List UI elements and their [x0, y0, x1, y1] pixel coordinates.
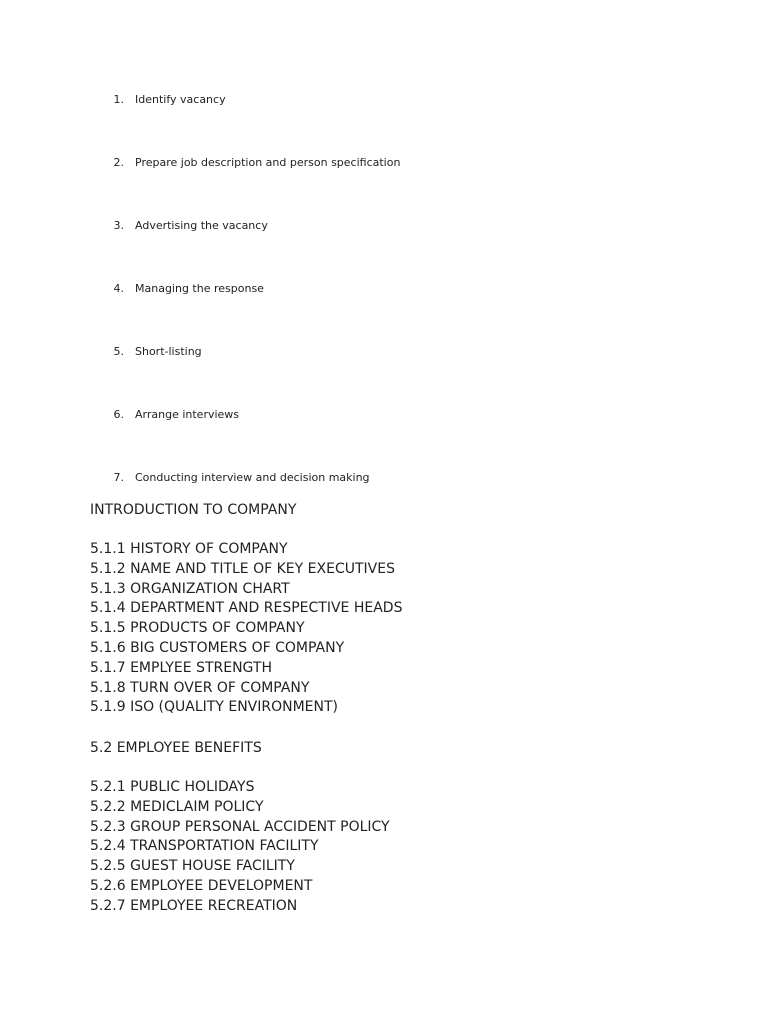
- list-item-text: Managing the response: [135, 282, 264, 295]
- section-item: 5.2.6 EMPLOYEE DEVELOPMENT: [90, 877, 313, 894]
- section-item: 5.2.3 GROUP PERSONAL ACCIDENT POLICY: [90, 818, 390, 835]
- list-item-number: 1.: [113, 93, 124, 106]
- company-section-list: [90, 540, 402, 718]
- section-item: 5.1.2 NAME AND TITLE OF KEY EXECUTIVES: [90, 560, 395, 577]
- list-item-number: 7.: [113, 471, 124, 484]
- section-item: 5.2.1 PUBLIC HOLIDAYS: [90, 779, 255, 795]
- section-item: 5.1.8 TURN OVER OF COMPANY: [90, 679, 310, 696]
- list-item-text: Arrange interviews: [135, 408, 240, 421]
- section-item: 5.2.2 MEDICLAIM POLICY: [90, 798, 264, 815]
- section-item: 5.1.4 DEPARTMENT AND RESPECTIVE HEADS: [90, 600, 403, 617]
- intro-heading: INTRODUCTION TO COMPANY: [90, 502, 297, 518]
- list-item-text: Conducting interview and decision making: [135, 471, 370, 484]
- section-item: 5.1.1 HISTORY OF COMPANY: [90, 541, 288, 557]
- section-item: 5.2.4 TRANSPORTATION FACILITY: [90, 838, 319, 855]
- list-item-text: Advertising the vacancy: [135, 219, 268, 232]
- section-item: 5.1.7 EMPLYEE STRENGTH: [90, 659, 272, 676]
- list-item-number: 2.: [113, 156, 124, 169]
- list-item-text: Prepare job description and person specification: [135, 156, 401, 169]
- list-item-text: Identify vacancy: [135, 93, 226, 106]
- list-item-text: Short-listing: [135, 345, 202, 358]
- section-item: 5.1.9 ISO (QUALITY ENVIRONMENT): [90, 699, 339, 716]
- list-item-number: 6.: [113, 408, 124, 421]
- section-item: 5.2.5 GUEST HOUSE FACILITY: [90, 858, 295, 875]
- list-item-number: 4.: [113, 282, 124, 295]
- benefits-heading: 5.2 EMPLOYEE BENEFITS: [90, 740, 262, 756]
- section-item: 5.1.3 ORGANIZATION CHART: [90, 580, 290, 597]
- section-item: 5.2.7 EMPLOYEE RECREATION: [90, 897, 298, 914]
- section-item: 5.1.5 PRODUCTS OF COMPANY: [90, 620, 305, 637]
- section-item: 5.1.6 BIG CUSTOMERS OF COMPANY: [90, 639, 345, 656]
- list-item-number: 3.: [113, 219, 124, 232]
- benefits-section-list: [90, 778, 390, 917]
- list-item-number: 5.: [113, 345, 124, 358]
